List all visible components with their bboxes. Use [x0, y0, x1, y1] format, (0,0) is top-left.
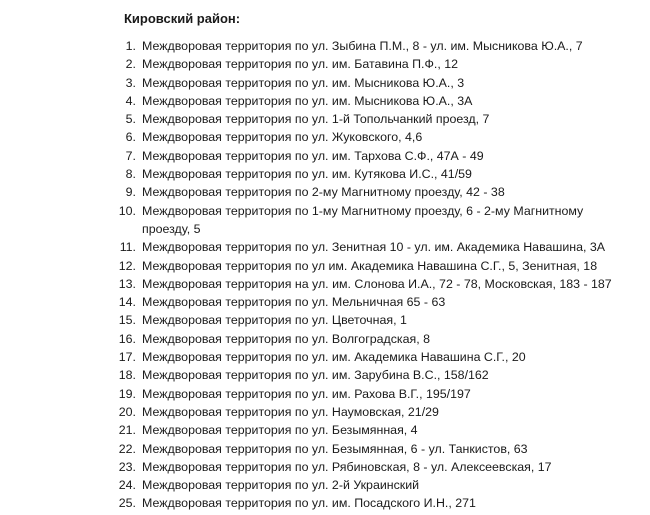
list-item-number: 12. — [118, 258, 136, 273]
list-item-text: Междворовая территория по ул. 2-й Украинский — [142, 478, 420, 493]
list-item-number: 2. — [125, 57, 136, 72]
list-item-number: 24. — [118, 478, 136, 493]
list-item-number: 10. — [118, 203, 136, 218]
list-item — [112, 147, 632, 165]
list-item — [112, 293, 632, 311]
list-item — [112, 238, 632, 256]
list-item-number: 3. — [125, 75, 136, 90]
list-item — [112, 202, 632, 239]
list-item-number: 23. — [118, 459, 136, 474]
list-item-number: 8. — [125, 167, 136, 182]
list-item-number: 15. — [118, 313, 136, 328]
list-item-number: 22. — [118, 441, 136, 456]
list-item — [112, 440, 632, 458]
list-item-text: Междворовая территория по ул. им. Посадского И.Н., 271 — [142, 496, 476, 511]
list-item-text: Междворовая территория по ул. им. Мысникова Ю.А., 3 — [142, 75, 465, 90]
list-item-text: Междворовая территория по ул. 1-й Топольчанкий проезд, 7 — [142, 112, 490, 127]
list-item-text: Междворовая территория по ул. им. Зарубина В.С., 158/162 — [142, 368, 489, 383]
territory-list — [112, 37, 632, 513]
list-item-text: Междворовая территория по ул. Рябиновская, 8 - ул. Алексеевская, 17 — [142, 459, 552, 474]
list-item-text: Междворовая территория по 2-му Магнитному проезду, 42 - 38 — [142, 185, 505, 200]
list-item-number: 19. — [118, 386, 136, 401]
list-item-text: Междворовая территория по ул. Безымянная, 6 - ул. Танкистов, 63 — [142, 441, 528, 456]
list-item — [112, 55, 632, 73]
list-item — [112, 421, 632, 439]
list-item — [112, 275, 632, 293]
list-item — [112, 74, 632, 92]
list-item-text: Междворовая территория по ул. Мельничная 65 - 63 — [142, 295, 446, 310]
list-item-number: 18. — [118, 368, 136, 383]
list-item — [112, 403, 632, 421]
list-item-number: 7. — [125, 148, 136, 163]
list-item-number: 20. — [118, 404, 136, 419]
list-item-number: 1. — [125, 39, 136, 53]
list-item — [112, 92, 632, 110]
list-item — [112, 330, 632, 348]
list-item-number: 21. — [118, 423, 136, 438]
list-item-number: 9. — [125, 185, 136, 200]
list-item-text: Междворовая территория по ул. им. Мысникова Ю.А., 3А — [142, 93, 473, 108]
list-item — [112, 165, 632, 183]
list-item-text: Междворовая территория по ул. Зыбина П.М., 8 - ул. им. Мысникова Ю.А., 7 — [142, 39, 583, 53]
list-item — [112, 385, 632, 403]
list-item-text: Междворовая территория на ул. им. Слонова И.А., 72 - 78, Московская, 183 - 187 — [142, 276, 612, 291]
list-item — [112, 476, 632, 494]
list-item — [112, 494, 632, 512]
list-item — [112, 311, 632, 329]
list-item-text: Междворовая территория по ул. им. Рахова В.Г., 195/197 — [142, 386, 471, 401]
list-item-text: Междворовая территория по ул. Жуковского, 4,6 — [142, 130, 423, 145]
list-item-text: Междворовая территория по ул. Наумовская, 21/29 — [142, 404, 439, 419]
list-item-text: Междворовая территория по ул. им. Тархова С.Ф., 47А - 49 — [142, 148, 484, 163]
list-item-number: 6. — [125, 130, 136, 145]
list-item-number: 11. — [119, 240, 136, 255]
list-item-number: 4. — [125, 93, 136, 108]
list-item-text: Междворовая территория по ул. Безымянная, 4 — [142, 423, 418, 438]
list-item-text: Междворовая территория по ул. Волгоградская, 8 — [142, 331, 430, 346]
list-item-number: 16. — [118, 331, 136, 346]
list-item-text: Междворовая территория по ул. им. Академика Навашина С.Г., 20 — [142, 350, 526, 365]
list-item-text: Междворовая территория по ул. им. Кутякова И.С., 41/59 — [142, 167, 472, 182]
list-item — [112, 366, 632, 384]
list-item — [112, 458, 632, 476]
list-item-number: 14. — [118, 295, 136, 310]
list-item-text: Междворовая территория по ул. Зенитная 10 - ул. им. Академика Навашина, 3А — [142, 240, 606, 255]
list-item-number: 17. — [118, 350, 136, 365]
list-item-text: Междворовая территория по 1-му Магнитному проезду, 6 - 2-му Магнитному проезду, 5 — [142, 203, 584, 236]
list-item-text: Междворовая территория по ул им. Академика Навашина С.Г., 5, Зенитная, 18 — [142, 258, 598, 273]
district-heading: Кировский район: — [124, 11, 241, 26]
list-item-text: Междворовая территория по ул. Цветочная, 1 — [142, 313, 407, 328]
list-item-number: 5. — [125, 112, 136, 127]
list-item — [112, 37, 632, 55]
list-item — [112, 348, 632, 366]
list-item — [112, 183, 632, 201]
list-item-number: 13. — [118, 276, 136, 291]
list-item — [112, 110, 632, 128]
list-item-text: Междворовая территория по ул. им. Батавина П.Ф., 12 — [142, 57, 458, 72]
list-item — [112, 257, 632, 275]
list-item-number: 25. — [118, 496, 136, 511]
list-item — [112, 128, 632, 146]
